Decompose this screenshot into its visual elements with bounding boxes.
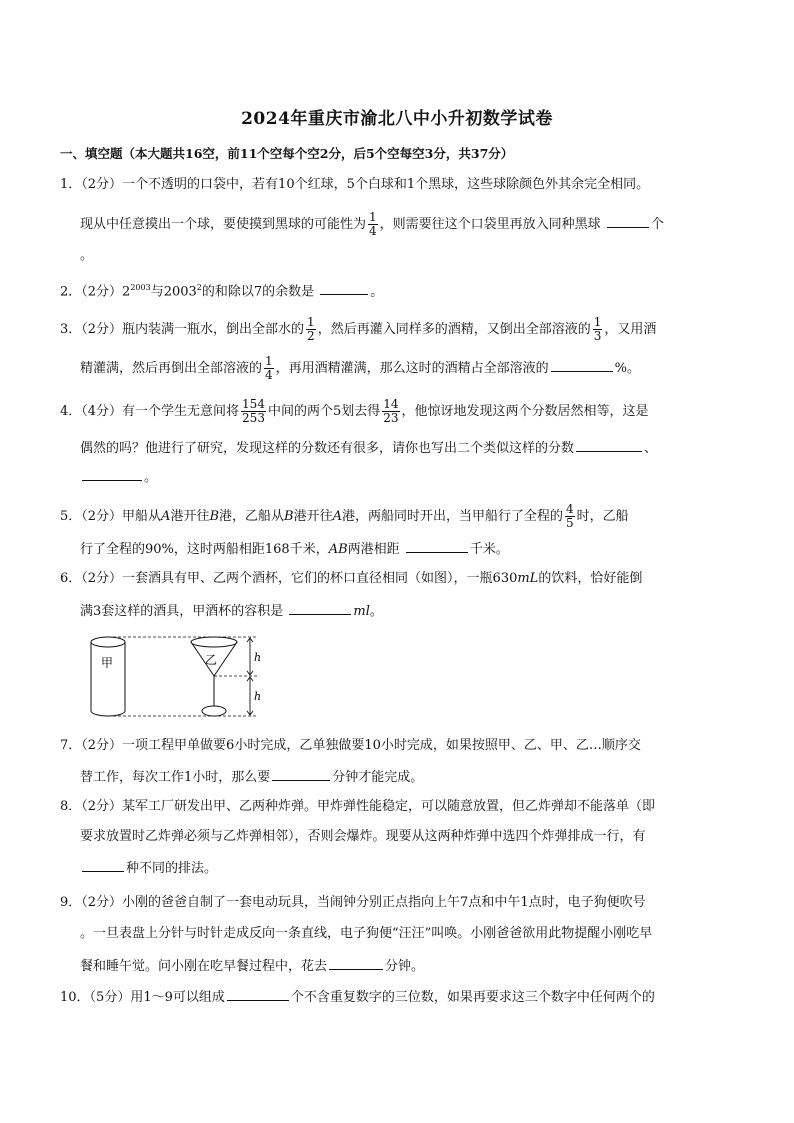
question-8-line-3: 种不同的排法。 — [80, 858, 217, 878]
question-9-line-3: 餐和睡午觉。问小刚在吃早餐过程中，花去 分钟。 — [80, 956, 424, 976]
question-4-line-1: 4．（4分）有一个学生无意间将 $\frac{154}{253}$ 中间的两个5划去得 $\frac{14}{23}$ ，他惊讶地发现这两个分数居然相等，这是 — [60, 397, 649, 425]
guide-lines — [108, 637, 258, 716]
answer-blank[interactable] — [607, 214, 649, 228]
answer-blank[interactable] — [551, 358, 613, 372]
question-7-line-2: 替工作，每次工作1小时，那么要 分钟才能完成。 — [80, 767, 423, 787]
question-3-line-2: 精灌满，然后再倒出全部溶液的 $\frac{1}{4}$ ，再用酒精灌满，那么这时的酒精占全部溶液的 %。 — [80, 354, 641, 382]
answer-blank[interactable] — [272, 767, 330, 781]
fraction: $\frac{154}{253}$ — [242, 397, 265, 425]
question-1-line-3: 。 — [80, 248, 94, 263]
question-5-line-1: 5．（2分）甲船从A港开往B港，乙船从B港开往A港，两船同时开出，当甲船行了全程的 $\frac{4}{5}$ 时，乙船 — [60, 502, 629, 530]
goblet-cup — [191, 637, 237, 716]
question-8-line-2: 要求放置时乙炸弹必须与乙炸弹相邻），否则会爆炸。现要从这两种炸弹中选四个炸弹排成一行，有 — [80, 829, 646, 844]
question-1-line-2: 现从中任意摸出一个球，要使摸到黑球的可能性为 $\frac{1}{4}$ ，则需要往这个口袋里再放入同种黑球 个 — [80, 210, 664, 238]
fraction: $\frac{1}{4}$ — [369, 210, 377, 238]
height-label-bottom: h — [254, 690, 262, 703]
page-title: 2024年重庆市渝北八中小升初数学试卷 — [241, 109, 553, 129]
question-7-line-1: 7．（2分）一项工程甲单做要6小时完成，乙单独做要10小时完成，如果按照甲、乙、甲、乙…顺序交 — [60, 738, 641, 753]
answer-blank[interactable] — [289, 601, 351, 615]
answer-blank[interactable] — [82, 467, 142, 481]
fraction: $\frac{1}{2}$ — [307, 315, 315, 343]
answer-blank[interactable] — [576, 438, 642, 452]
question-9-line-2: 。一旦表盘上分针与时针走成反向一条直线，电子狗便“汪汪”叫唤。小刚爸爸欲用此物提醒小刚吃早 — [80, 926, 653, 941]
question-10-line-1: 10．（5分）用1～9可以组成 个不含重复数字的三位数，如果再要求这三个数字中任何两个的 — [60, 987, 655, 1007]
answer-blank[interactable] — [406, 539, 468, 553]
fraction: $\frac{1}{4}$ — [265, 354, 273, 382]
fraction: $\frac{4}{5}$ — [566, 502, 574, 530]
section-heading: 一、填空题（本大题共16空，前11个空每个空2分，后5个空每空3分，共37分） — [60, 146, 514, 161]
height-markers — [247, 638, 253, 715]
cup-yi-label: 乙 — [205, 653, 218, 667]
fraction: $\frac{14}{23}$ — [383, 397, 399, 425]
height-label-top: h — [254, 651, 262, 664]
answer-blank[interactable] — [320, 281, 368, 295]
question-1-line-1: 1．（2分）一个不透明的口袋中，若有10个红球，5个白球和1个黑球，这些球除颜色外其余完全相同。 — [60, 177, 650, 192]
question-4-line-3: 。 — [80, 467, 157, 487]
fraction: $\frac{1}{3}$ — [593, 315, 602, 343]
answer-blank[interactable] — [329, 956, 383, 970]
question-6-line-2: 满3套这样的酒具，甲酒杯的容积是 ml。 — [80, 601, 383, 621]
question-6-line-1: 6．（2分）一套酒具有甲、乙两个酒杯，它们的杯口直径相同（如图），一瓶630mL的饮料，恰好能倒 — [60, 571, 643, 586]
answer-blank[interactable] — [227, 987, 289, 1001]
cup-jia-label: 甲 — [101, 656, 114, 670]
question-5-line-2: 行了全程的90%，这时两船相距168千米，AB两港相距 千米。 — [80, 539, 509, 559]
question-3-line-1: 3．（2分）瓶内装满一瓶水，倒出全部水的 $\frac{1}{2}$ ，然后再灌入同样多的酒精，又倒出全部溶液的 $\frac{1}{3}$ ，又用酒 — [60, 315, 657, 343]
question-2: 2．（2分）$2^{2003}$与2003$^2$的和除以7的余数是 。 — [60, 283, 384, 300]
question-9-line-1: 9．（2分）小刚的爸爸自制了一套电动玩具，当闹钟分别正点指向上午7点和中午1点时，电子狗便吹号 — [60, 895, 646, 910]
cylinder-cup — [91, 637, 125, 716]
goblet-cylinder-figure — [86, 632, 266, 722]
question-4-line-2: 偶然的吗？他进行了研究，发现这样的分数还有很多，请你也写出二个类似这样的分数 、 — [80, 438, 657, 458]
question-8-line-1: 8．（2分）某军工厂研发出甲、乙两种炸弹。甲炸弹性能稳定，可以随意放置，但乙炸弹却不能落单（即 — [60, 799, 656, 814]
answer-blank[interactable] — [82, 858, 124, 872]
